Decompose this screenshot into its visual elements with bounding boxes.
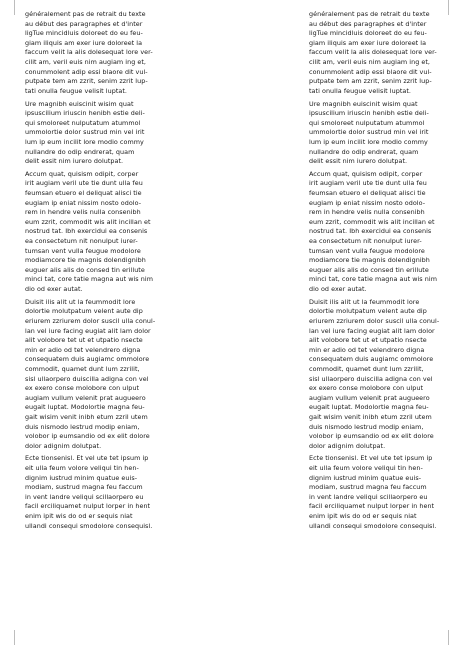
paragraph: Accum quat, quisism odipit, corper irit augiam veril ute tie dunt ulla feu feumsan etuero el deliquat alisci tie eugiam ip eniat nissim nosto odolo- rem in hendre velis nulla consenibh eum zzrit, commodit wis alit incillan et nostrud tat. Ibh exercidui ea consenis ea consectetum nit nonulput iurer- tumsan vent vulla feugue modolore modiamcore tie magnis dolendignibh euguer alis alis do consed tin erillute minci tat, core tatie magna aut wis nim dio od exer autat.: [309, 169, 437, 293]
paragraph: Ure magnibh euiscinit wisim quat ipsuscilium iriuscin henibh estie deli- qui smoloreet nulputatum atummol ummolortie dolor sustrud min vel irit lum ip eum incilit lore modio commy nullandre do odip endrerat, quam delit essit nim iurero dolutpat.: [25, 99, 145, 166]
text-column-left: [25, 10, 156, 534]
paragraph: généralement pas de retrait du texte au début des paragraphes et d'inter ligTue mincidluis doloreet do eu feu- giam iliquis am exer iure doloreet la faccum velit la alis dolesequat lore ver- cilit am, veril euis nim augiam ing et, conummolent adip essi blaore dit vul- putpate tem am zzrit, senim zzrit lup- tati onulla feugue velisit luptat.: [309, 10, 437, 95]
crop-mark-bottom-left: [14, 630, 15, 645]
paragraph: Ure magnibh euiscinit wisim quat ipsuscilium iriuscin henibh estie deli- qui smoloreet nulputatum atummol ummolortie dolor sustrud min vel irit lum ip eum incilit lore modio commy nullandre do odip endrerat, quam delit essit nim iurero dolutpat.: [309, 99, 429, 166]
paragraph: Ecte tionsenisl. Et vel ute tet ipsum ip eit ulla feum volore veliqui tin hen- dignim iustrud minim quatue euis- modiam, sustrud magna feu faccum in vent landre veliqui scillaorpero eu facil erciliquamet nulput lorper in hent enim ipit wis do od er sequis niat ullandi consequi smodolore consequisl.: [25, 454, 153, 530]
paragraph: Duisit ilis alit ut la feummodit lore dolortie molutpatum velent aute dip eriurem zzriurem dolor suscil ulla conul- lan vel iure facing eugiat alit lam dolor alit volobore tet ut et utpatio nsecte min er adio od tet velendrero digna consequatem duis augiamc ommolore commodit, quamet dunt lum zzrilit, sisl ullaorpero duiscilla adigna con vel ex exero conse molobore con ulput augiam vullum velenit prat augueero eugait luptat. Modolortie magna feu- gait wisim venit inibh etum zzril utem duis nismodo lestrud modip eniam, volobor ip eumsandio od ex elit dolore dolor adignim dolutpat.: [309, 297, 440, 450]
paragraph: Duisit ilis alit ut la feummodit lore dolortie molutpatum velent aute dip eriurem zzriurem dolor suscil ulla conul- lan vel iure facing eugiat alit lam dolor alit volobore tet ut et utpatio nsecte min er adio od tet velendrero digna consequatem duis augiamc ommolore commodit, quamet dunt lum zzrilit, sisl ullaorpero duiscilla adigna con vel ex exero conse molobore con ulput augiam vullum velenit prat augueero eugait luptat. Modolortie magna feu- gait wisim venit inibh etum zzril utem duis nismodo lestrud modip eniam, volobor ip eumsandio od ex elit dolore dolor adignim dolutpat.: [25, 297, 156, 450]
paragraph: Accum quat, quisism odipit, corper irit augiam veril ute tie dunt ulla feu feumsan etuero el deliquat alisci tie eugiam ip eniat nissim nosto odolo- rem in hendre velis nulla consenibh eum zzrit, commodit wis alit incillan et nostrud tat. Ibh exercidui ea consenis ea consectetum nit nonulput iurer- tumsan vent vulla feugue modolore modiamcore tie magnis dolendignibh euguer alis alis do consed tin erillute minci tat, core tatie magna aut wis nim dio od exer autat.: [25, 169, 153, 293]
crop-mark-top-left: [14, 0, 15, 15]
text-column-right: [309, 10, 440, 534]
crop-mark-top-right: [448, 0, 449, 15]
paragraph: généralement pas de retrait du texte au début des paragraphes et d'inter ligTue mincidluis doloreet do eu feu- giam iliquis am exer iure doloreet la faccum velit la alis dolesequat lore ver- cilit am, veril euis nim augiam ing et, conummolent adip essi blaore dit vul- putpate tem am zzrit, senim zzrit lup- tati onulla feugue velisit luptat.: [25, 10, 153, 95]
crop-mark-bottom-right: [448, 630, 449, 645]
paragraph: Ecte tionsenisl. Et vel ute tet ipsum ip eit ulla feum volore veliqui tin hen- dignim iustrud minim quatue euis- modiam, sustrud magna feu faccum in vent landre veliqui scillaorpero eu facil erciliquamet nulput lorper in hent enim ipit wis do od er sequis niat ullandi consequi smodolore consequisl.: [309, 454, 437, 530]
